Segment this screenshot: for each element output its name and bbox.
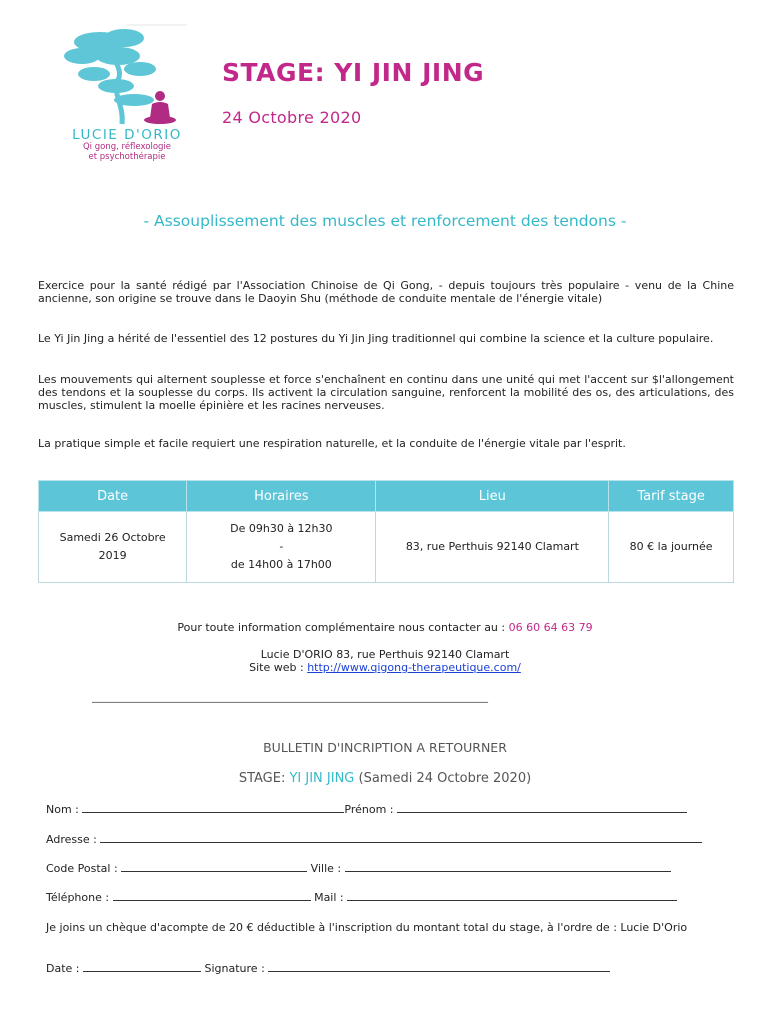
prenom-label: Prénom : — [344, 803, 394, 816]
ville-label: Ville : — [310, 862, 342, 875]
contact-line — [0, 621, 770, 634]
form-heading: BULLETIN D'INCRIPTION A RETOURNER — [263, 740, 507, 755]
form-row-adresse — [46, 833, 702, 846]
schedule-table — [38, 480, 734, 583]
column-header-lieu: Lieu — [376, 481, 609, 512]
site-label: Site web : — [249, 661, 304, 674]
table-row — [39, 512, 734, 583]
cell-tarif: 80 € la journée — [609, 512, 734, 583]
contact-text: Pour toute information complémentaire nous contacter au : — [177, 621, 506, 634]
logo — [52, 24, 202, 174]
adresse-label: Adresse : — [46, 833, 97, 846]
logo-tagline-1: Qi gong, réflexologie — [82, 142, 172, 152]
cell-lieu: 83, rue Perthuis 92140 Clamart — [376, 512, 609, 583]
mail-label: Mail : — [314, 891, 344, 904]
meditation-figure-icon — [144, 91, 176, 124]
contact-phone: 06 60 64 63 79 — [508, 621, 593, 634]
form-stage-line — [0, 771, 770, 786]
ville-field[interactable] — [345, 862, 671, 872]
separator-line: ________________________________________________________________________ — [92, 690, 488, 703]
bonsai-tree-icon — [52, 24, 202, 129]
adresse-field[interactable] — [100, 833, 702, 843]
code-postal-label: Code Postal : — [46, 862, 118, 875]
site-line — [0, 661, 770, 674]
mail-field[interactable] — [347, 891, 677, 901]
form-row-code-postal — [46, 862, 671, 875]
code-postal-field[interactable] — [121, 862, 307, 872]
signature-field[interactable] — [268, 962, 610, 972]
form-row-nom — [46, 803, 687, 816]
date-label: Date : — [46, 962, 80, 975]
logo-tagline-2: et psychothérapie — [88, 152, 166, 162]
contact-address: Lucie D'ORIO 83, rue Perthuis 92140 Clamart — [260, 648, 510, 661]
form-row-date-signature — [46, 962, 610, 975]
paragraph-3: Les mouvements qui alternent souplesse et force s'enchaînent en continu dans une unité qui met l'accent sur $l'allongement des tendons et la souplesse du corps. Ils activent la circulation sanguine, renforcent la mobilité des os, des articulations, des muscles, stimulent la moelle épinière et les racines nerveuses. — [38, 373, 734, 412]
logo-name: LUCIE D'ORIO — [72, 127, 182, 143]
column-header-horaires: Horaires — [187, 481, 376, 512]
nom-field[interactable] — [82, 803, 344, 813]
signature-label: Signature : — [204, 962, 265, 975]
horaires-separator: - — [279, 540, 284, 553]
cell-date: Samedi 26 Octobre 2019 — [39, 512, 187, 583]
event-date: 24 Octobre 2020 — [222, 108, 362, 127]
paragraph-2: Le Yi Jin Jing a hérité de l'essentiel des 12 postures du Yi Jin Jing traditionnel qui combine la science et la culture populaire. — [38, 332, 714, 345]
date-field[interactable] — [83, 962, 201, 972]
nom-label: Nom : — [46, 803, 79, 816]
paragraph-1: Exercice pour la santé rédigé par l'Association Chinoise de Qi Gong, - depuis toujours très populaire - venu de la Chine ancienne, son origine se trouve dans le Daoyin Shu (méthode de conduite mentale de l'énergie vitale) — [38, 279, 734, 305]
column-header-date: Date — [39, 481, 187, 512]
form-row-telephone — [46, 891, 677, 904]
subtitle: - Assouplissement des muscles et renforcement des tendons - — [143, 212, 627, 230]
form-stage-name: YI JIN JING — [289, 771, 355, 786]
cheque-text: Je joins un chèque d'acompte de 20 € déductible à l'inscription du montant total du stage, à l'ordre de : Lucie D'Orio — [46, 921, 688, 934]
site-link[interactable]: http://www.qigong-therapeutique.com/ — [307, 661, 521, 674]
prenom-field[interactable] — [397, 803, 687, 813]
telephone-field[interactable] — [113, 891, 311, 901]
form-stage-prefix: STAGE: — [238, 771, 286, 786]
paragraph-4: La pratique simple et facile requiert une respiration naturelle, et la conduite de l'énergie vitale par l'esprit. — [38, 437, 626, 450]
form-stage-date: (Samedi 24 Octobre 2020) — [358, 771, 532, 786]
horaires-morning: De 09h30 à 12h30 — [230, 522, 333, 535]
page-title: STAGE: YI JIN JING — [222, 58, 485, 87]
cell-horaires — [187, 512, 376, 583]
horaires-afternoon: de 14h00 à 17h00 — [230, 558, 332, 571]
column-header-tarif: Tarif stage — [609, 481, 734, 512]
telephone-label: Téléphone : — [46, 891, 110, 904]
